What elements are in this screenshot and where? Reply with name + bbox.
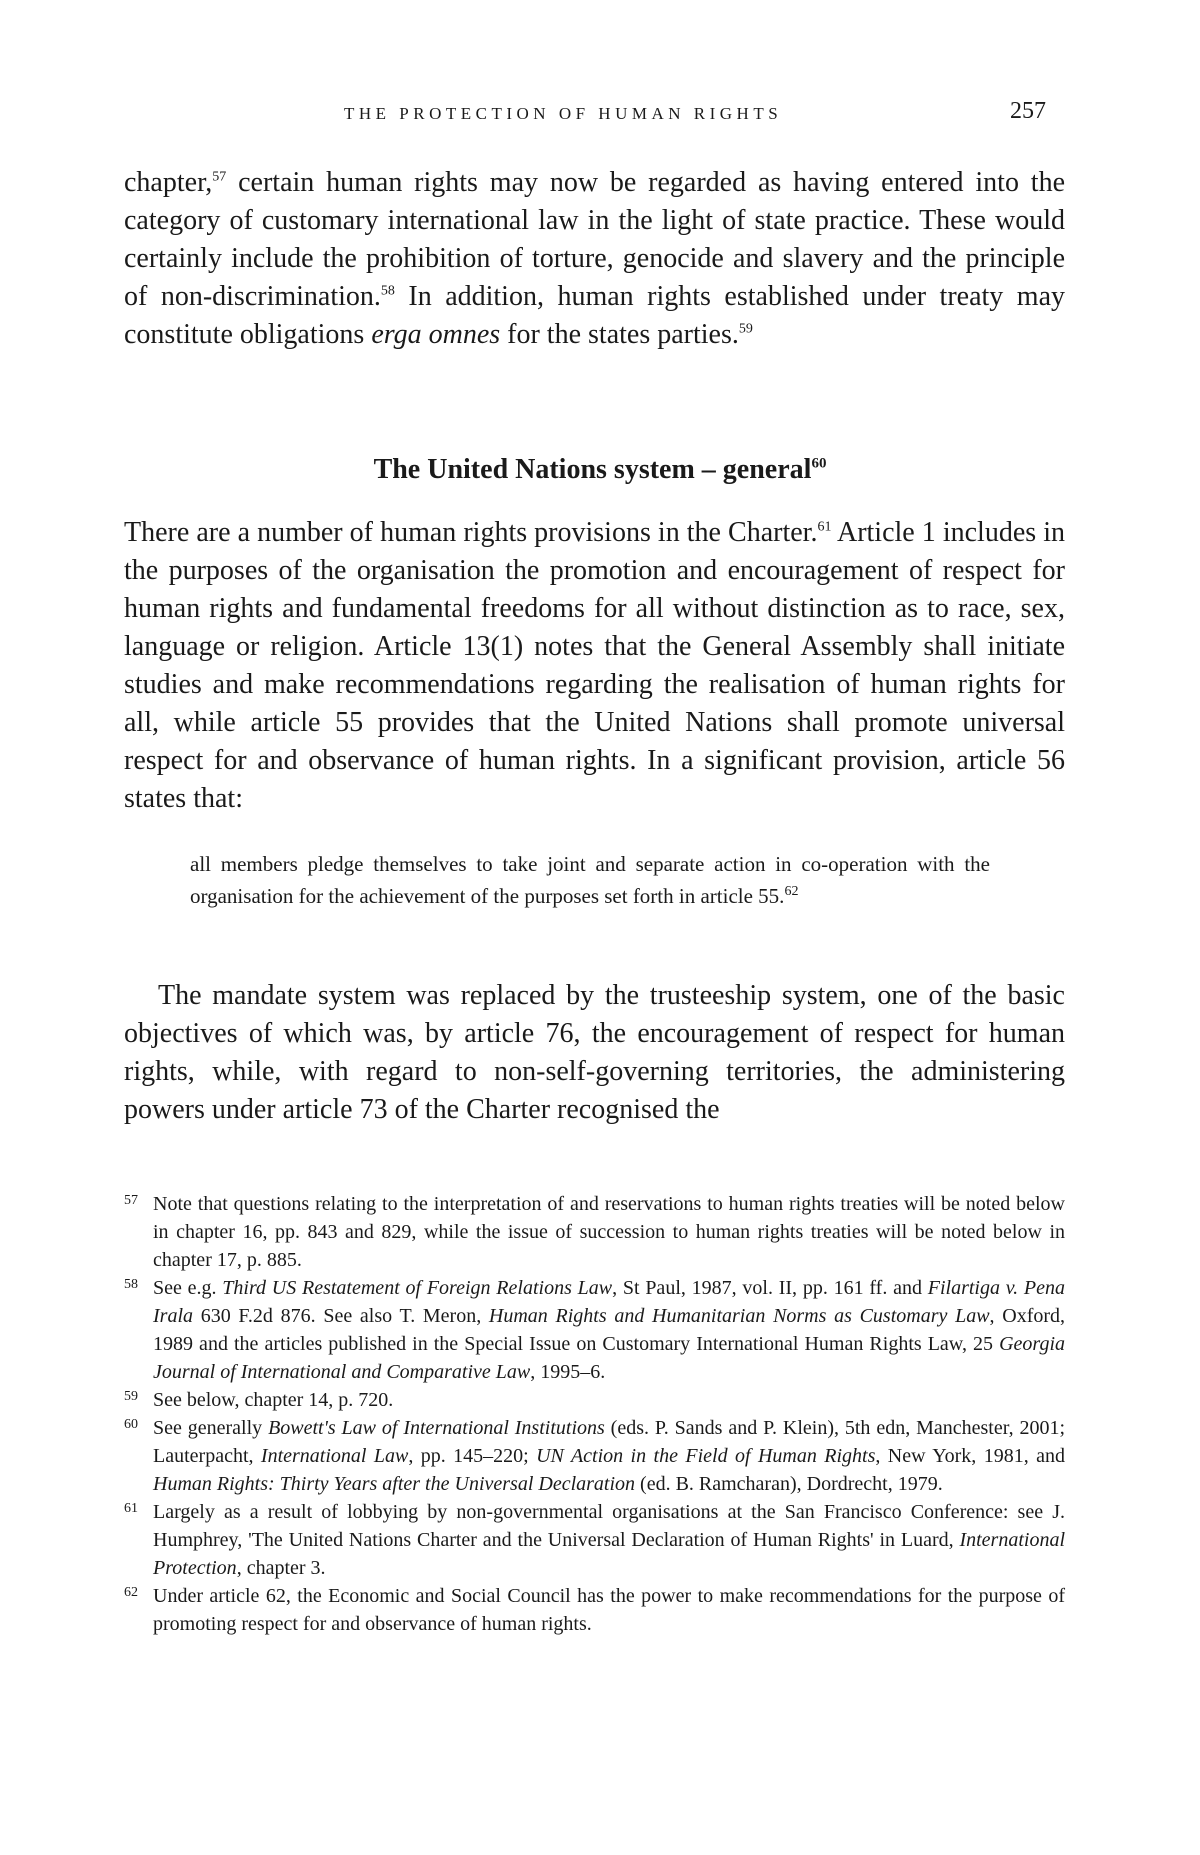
footnote-ref-60: 60	[811, 455, 827, 472]
page-number: 257	[1010, 98, 1046, 124]
footnote-61: 61 Largely as a result of lobbying by non-governmental organisations at the San Francisco Conference: see J. Humphrey, 'The United Nations Charter and the Universal Declaration of Human Rights' in Luard, International Protection, chapter 3.	[124, 1501, 1065, 1579]
footnote-ref-57: 57	[212, 169, 227, 185]
footnote-ref-59: 59	[738, 321, 753, 337]
footnote-62: 62 Under article 62, the Economic and Social Council has the power to make recommendations for the purpose of promoting respect for and observance of human rights.	[124, 1585, 1065, 1635]
footnote-57: 57 Note that questions relating to the interpretation of and reservations to human rights treaties will be noted below in chapter 16, pp. 843 and 829, while the issue of succession to human rights treaties will be noted below in chapter 17, p. 885.	[124, 1193, 1065, 1271]
section-heading: The United Nations system – general$^{60}$	[373, 454, 827, 485]
footnote-ref-62: 62	[784, 884, 799, 899]
paragraph-2: There are a number of human rights provisions in the Charter.$^{61}$ Article 1 includes in the purposes of the organisation the promotion and encouragement of respect for human rights and fundamental freedoms for all without distinction as to race, sex, language or religion. Article 13(1) notes that the General Assembly shall initiate studies and make recommendations regarding the realisation of human rights for all, while article 55 provides that the United Nations shall promote universal respect for and observance of human rights. In a significant provision, article 56 states that:	[124, 517, 1065, 814]
footnotes	[124, 1190, 1065, 1638]
footnote-ref-61: 61	[817, 519, 832, 535]
running-head	[0, 98, 1200, 132]
footnote-60: 60 See generally Bowett's Law of International Institutions (eds. P. Sands and P. Klein), 5th edn, Manchester, 2001; Lauterpacht, International Law, pp. 145–220; UN Action in the Field of Human Rights, New York, 1981, and Human Rights: Thirty Years after the Universal Declaration (ed. B. Ramcharan), Dordrecht, 1979.	[124, 1417, 1066, 1495]
block-quote: all members pledge themselves to take joint and separate action in co-operation with the organisation for the achievement of the purposes set forth in article 55.62	[190, 852, 990, 908]
paragraph-3: The mandate system was replaced by the trusteeship system, one of the basic objectives of which was, by article 76, the encouragement of respect for human rights, while, with regard to non-self-governing territories, the administering powers under article 73 of the Charter recognised the	[124, 980, 1065, 1125]
paragraph-1: chapter,$^{57}$ certain human rights may now be regarded as having entered into the category of customary international law in the light of state practice. These would certainly include the prohibition of torture, genocide and slavery and the principle of non-discrimination.$^{58}$ In addition, human rights established under treaty may constitute obligations erga omnes for the states parties.$^{59}$	[124, 167, 1065, 350]
footnote-ref-58: 58	[380, 283, 395, 299]
footnote-58: 58 See e.g. Third US Restatement of Foreign Relations Law, St Paul, 1987, vol. II, pp. 161 ff. and Filartiga v. Pena Irala 630 F.2d 876. See also T. Meron, Human Rights and Humanitarian Norms as Customary Law, Oxford, 1989 and the articles published in the Special Issue on Customary International Human Rights Law, 25 Georgia Journal of International and Comparative Law, 1995–6.	[124, 1277, 1066, 1383]
footnote-59: 59 See below, chapter 14, p. 720.	[124, 1389, 394, 1411]
running-title: THE PROTECTION OF HUMAN RIGHTS	[344, 104, 783, 123]
